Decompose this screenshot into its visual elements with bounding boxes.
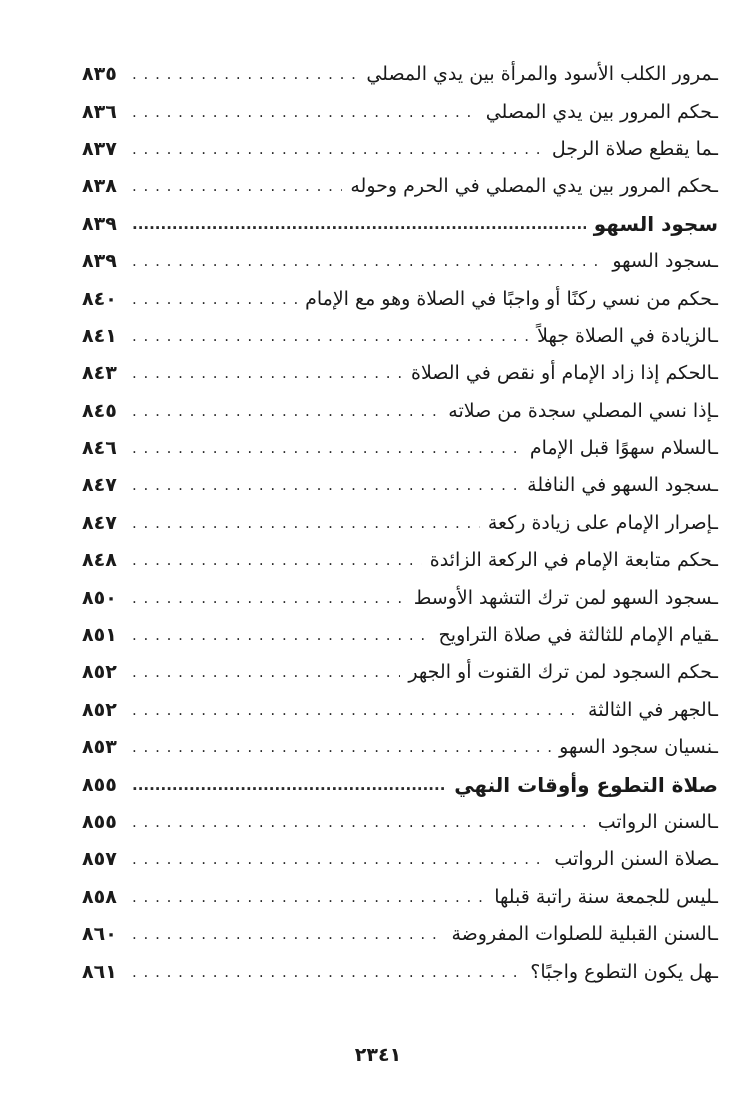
toc-entry [82,280,718,317]
dot-leader [132,142,544,157]
toc-entry-page: ٨٤٠ [82,287,117,310]
toc-entry-page: ٨٤٨ [82,549,117,572]
toc-entry-title: ـالسنن الرواتب [597,811,718,833]
dot-leader [132,478,519,493]
dot-leader [132,329,529,344]
dot-leader [132,292,297,307]
toc-entry-title: ـالحكم إذا زاد الإمام أو نقص في الصلاة [411,362,718,385]
toc-entry-title: ـالسنن القبلية للصلوات المفروضة [451,923,718,946]
toc-entry-title: ـليس للجمعة سنة راتبة قبلها [494,885,718,908]
dot-leader [132,516,480,531]
toc-entry-title: ـنسيان سجود السهو [559,736,718,759]
toc-entry-title: ـالجهر في الثالثة [588,698,718,721]
toc-entry [82,542,718,579]
toc-entry [82,355,718,392]
toc-entry-page: ٨٥٠ [82,586,117,609]
toc-entry-title: صلاة التطوع وأوقات النهي [454,773,718,798]
dot-leader [132,553,422,568]
dot-leader [132,703,580,718]
dot-leader [132,665,400,680]
toc-entry [82,56,718,93]
toc-entry [82,617,718,654]
toc-entry-page: ٨٤٣ [82,362,117,385]
toc-entry-page: ٨٤١ [82,324,117,347]
dot-leader [132,965,522,980]
dot-leader [132,105,478,120]
toc-entry-title: ـمرور الكلب الأسود والمرأة بين يدي المصلي [366,63,718,86]
toc-entry [82,804,718,841]
toc-entry [82,841,718,878]
toc-entry-title: ـسجود السهو في النافلة [527,474,718,497]
dot-leader [132,628,431,643]
dot-leader [132,179,342,194]
toc-entry [82,243,718,280]
toc-entry [82,579,718,616]
toc-entry [82,916,718,953]
dot-leader [132,67,358,82]
dot-leader [132,217,586,232]
toc-entry-page: ٨٣٥ [82,63,117,86]
toc-entry [82,953,718,990]
toc-entry-page: ٨٥٢ [82,661,117,684]
dot-leader [132,404,440,419]
toc-entry-title: ـسجود السهو لمن ترك التشهد الأوسط [413,586,718,609]
toc-entry-title: ـالسلام سهوًا قبل الإمام [529,437,718,460]
toc-entry [82,879,718,916]
toc-entry-title: ـقيام الإمام للثالثة في صلاة التراويح [438,624,718,647]
toc-entry [82,505,718,542]
toc-entry-page: ٨٤٦ [82,437,117,460]
toc-entry-page: ٨٣٨ [82,175,117,198]
toc-entry [82,93,718,130]
toc-entry [82,131,718,168]
toc-entry-page: ٨٣٩ [82,212,117,235]
dot-leader [132,890,486,905]
dot-leader [132,852,546,867]
toc-entry [82,729,718,766]
toc-entry [82,654,718,691]
dot-leader [132,366,403,381]
toc-entry-page: ٨٦١ [82,960,117,983]
toc-entry-page: ٨٥٥ [82,811,117,833]
dot-leader [132,927,443,942]
toc-entry-title: سجود السهو [593,212,718,237]
toc-entry-page: ٨٤٧ [82,511,117,534]
toc-section-heading [82,206,718,243]
toc-entry-page: ٨٥٧ [82,848,117,871]
dot-leader [132,778,446,793]
toc-entry-page: ٨٦٠ [82,923,117,946]
dot-leader [132,815,590,830]
toc-entry-title: ـإصرار الإمام على زيادة ركعة [487,511,718,534]
dot-leader [132,441,522,456]
toc-entry-title: ـما يقطع صلاة الرجل [551,137,718,160]
toc-entry [82,393,718,430]
toc-entry-title: ـحكم المرور بين يدي المصلي في الحرم وحوله [350,175,718,198]
toc-entry-title: ـحكم من نسي ركنًا أو واجبًا في الصلاة وهو مع الإمام [305,287,718,310]
toc-entry-title: ـهل يكون التطوع واجبًا؟ [530,960,718,983]
toc-entry-title: ـسجود السهو [612,250,718,273]
toc-entry-page: ٨٤٧ [82,474,117,497]
toc-entry [82,430,718,467]
toc-entry-title: ـصلاة السنن الرواتب [554,848,718,871]
dot-leader [132,254,604,269]
toc-entry-page: ٨٣٧ [82,137,117,160]
toc-entry-title: ـحكم متابعة الإمام في الركعة الزائدة [429,549,718,572]
toc-entry-page: ٨٣٦ [82,100,117,123]
dot-leader [132,591,406,606]
dot-leader [132,740,551,755]
toc-entry [82,318,718,355]
page-number: ٢٣٤١ [354,1044,402,1066]
toc-entry-page: ٨٥٨ [82,885,117,908]
toc-entry [82,168,718,205]
toc-entry-title: ـإذا نسي المصلي سجدة من صلاته [448,399,718,422]
toc-entry-page: ٨٥٥ [82,773,117,796]
toc-entry-title: ـحكم المرور بين يدي المصلي [485,100,718,123]
toc-entry-page: ٨٥١ [82,624,117,647]
toc-entry-page: ٨٤٥ [82,399,117,422]
table-of-contents [82,56,718,991]
toc-entry [82,467,718,504]
toc-entry-page: ٨٣٩ [82,250,117,273]
toc-entry-page: ٨٥٢ [82,698,117,721]
toc-section-heading [82,766,718,803]
toc-entry-title: ـالزيادة في الصلاة جهلاً [537,324,718,347]
toc-entry [82,692,718,729]
toc-entry-title: ـحكم السجود لمن ترك القنوت أو الجهر [408,661,718,684]
toc-entry-page: ٨٥٣ [82,736,117,759]
